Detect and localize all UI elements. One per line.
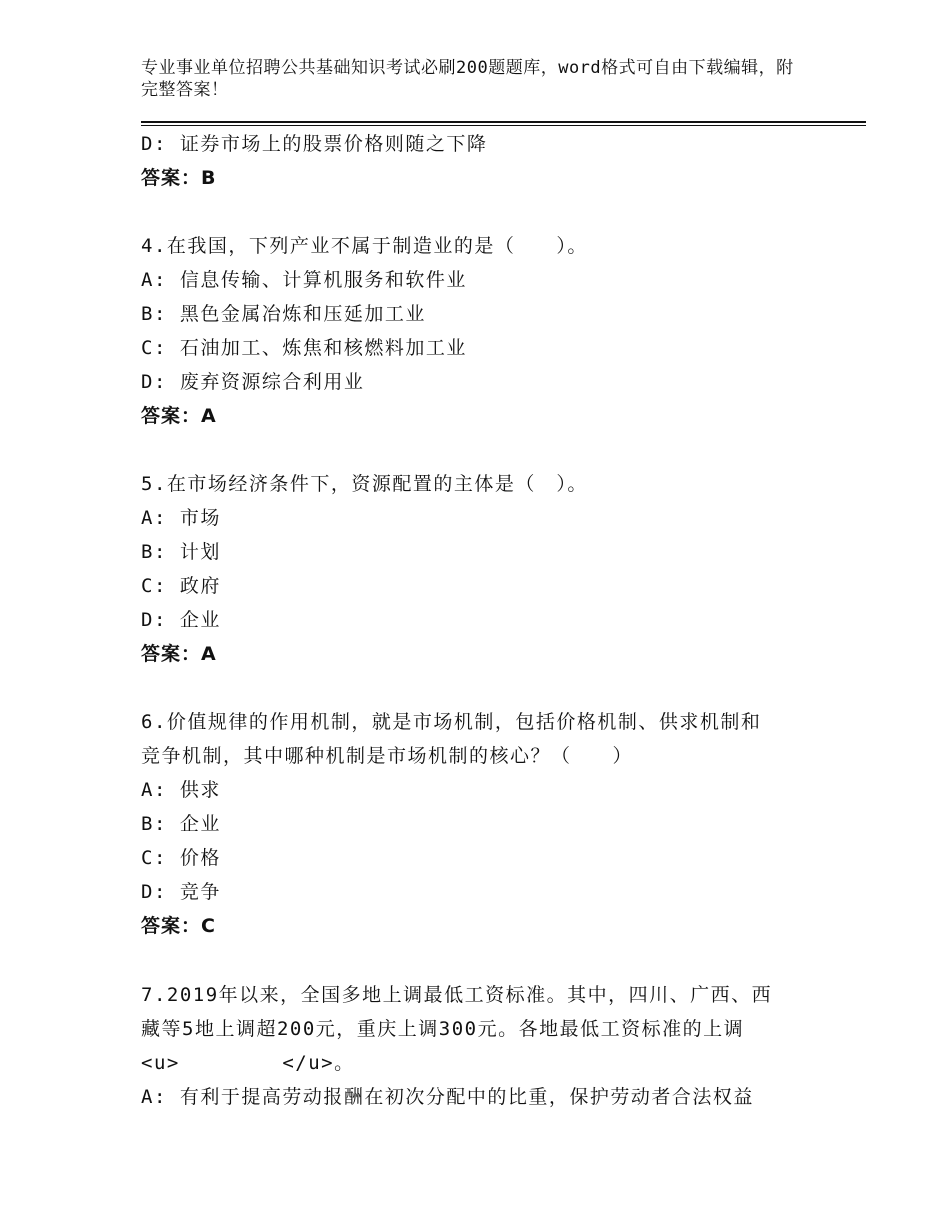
question-6-option-d: D: 竞争 bbox=[141, 881, 221, 903]
question-7-option-a: A: 有利于提高劳动报酬在初次分配中的比重，保护劳动者合法权益 bbox=[141, 1086, 754, 1108]
question-5-option-a: A: 市场 bbox=[141, 507, 221, 529]
header-divider-thick bbox=[141, 121, 866, 123]
question-4-answer: 答案：A bbox=[141, 405, 217, 427]
question-7 bbox=[141, 978, 841, 1114]
question-4-option-c: C: 石油加工、炼焦和核燃料加工业 bbox=[141, 337, 467, 359]
question-6-option-a: A: 供求 bbox=[141, 779, 221, 801]
question-5-option-c: C: 政府 bbox=[141, 575, 221, 597]
page-header: 专业事业单位招聘公共基础知识考试必刷200题题库，word格式可自由下载编辑，附完整答案！ bbox=[141, 58, 794, 100]
question-4-option-a: A: 信息传输、计算机服务和软件业 bbox=[141, 269, 467, 291]
question-6-text-line-2: 竞争机制，其中哪种机制是市场机制的核心？（ ） bbox=[141, 745, 634, 767]
question-7-text-line-1: 7.2019年以来，全国多地上调最低工资标准。其中，四川、广西、西 bbox=[141, 984, 773, 1006]
question-5 bbox=[141, 467, 841, 671]
question-7-text-line-2: 藏等5地上调超200元，重庆上调300元。各地最低工资标准的上调 bbox=[141, 1018, 745, 1040]
question-3-tail bbox=[141, 127, 841, 195]
spacer bbox=[141, 433, 841, 467]
question-7-text-line-3: <u> </u>。 bbox=[141, 1052, 355, 1074]
spacer bbox=[141, 195, 841, 229]
question-6-option-b: B: 企业 bbox=[141, 813, 221, 835]
header-divider-thin bbox=[141, 125, 866, 126]
question-5-option-d: D: 企业 bbox=[141, 609, 221, 631]
question-5-text: 5.在市场经济条件下，资源配置的主体是（ ）。 bbox=[141, 473, 588, 495]
question-3-answer: 答案：B bbox=[141, 167, 217, 189]
question-6-answer: 答案：C bbox=[141, 915, 216, 937]
question-4 bbox=[141, 229, 841, 433]
question-4-option-d: D: 废弃资源综合利用业 bbox=[141, 371, 365, 393]
question-6-option-c: C: 价格 bbox=[141, 847, 221, 869]
spacer bbox=[141, 943, 841, 978]
question-4-text: 4.在我国，下列产业不属于制造业的是（ ）。 bbox=[141, 235, 588, 257]
question-5-option-b: B: 计划 bbox=[141, 541, 221, 563]
question-4-option-b: B: 黑色金属冶炼和压延加工业 bbox=[141, 303, 426, 325]
question-list bbox=[141, 127, 841, 1114]
question-3-option-d: D: 证券市场上的股票价格则随之下降 bbox=[141, 133, 488, 155]
question-6 bbox=[141, 705, 841, 943]
question-5-answer: 答案：A bbox=[141, 643, 217, 665]
question-6-text-line-1: 6.价值规律的作用机制，就是市场机制，包括价格机制、供求机制和 bbox=[141, 711, 762, 733]
spacer bbox=[141, 671, 841, 705]
